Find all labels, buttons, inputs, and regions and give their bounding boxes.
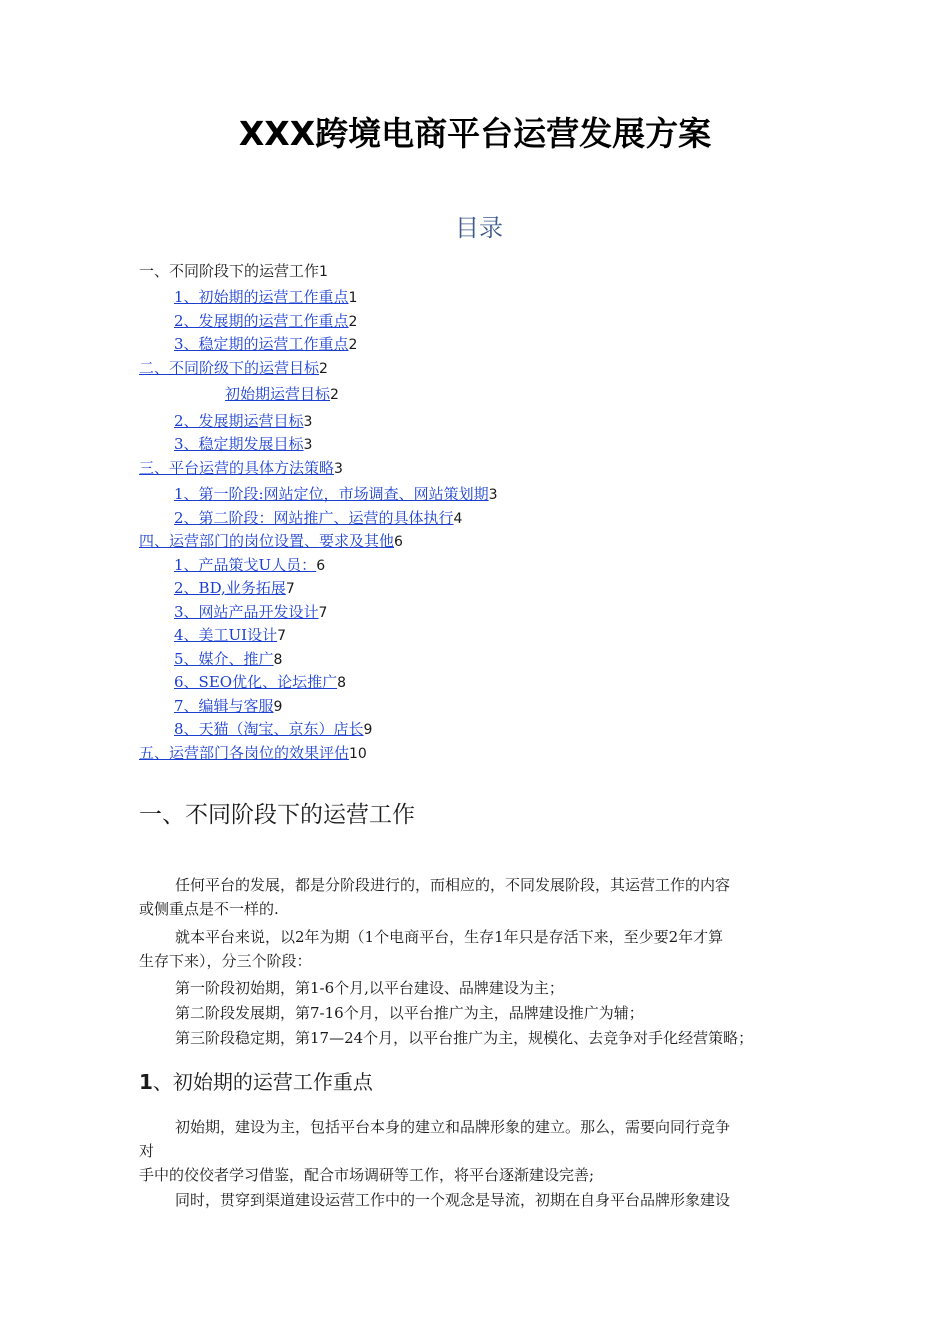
toc-entry[interactable]: 6、SEO优化、论坛推广8 xyxy=(174,673,346,691)
document-title: XXX跨境电商平台运营发展方案 xyxy=(238,114,712,153)
toc-entry[interactable]: 2、BD,业务拓展7 xyxy=(174,579,295,597)
section-heading: 一、不同阶段下的运营工作 xyxy=(139,802,415,828)
paragraph-line: 或侧重点是不一样的. xyxy=(139,900,279,918)
toc-entry[interactable]: 2、发展期运营目标3 xyxy=(174,412,313,430)
toc-entry[interactable]: 1、初始期的运营工作重点1 xyxy=(174,288,358,306)
toc-entry[interactable]: 四、运营部门的岗位设置、要求及其他6 xyxy=(139,532,403,550)
paragraph-line: 第二阶段发展期，第7-16个月，以平台推广为主，品牌建设推广为辅； xyxy=(175,1004,644,1022)
toc-entry[interactable]: 7、编辑与客服9 xyxy=(174,697,283,715)
toc-entry[interactable]: 三、平台运营的具体方法策略3 xyxy=(139,459,343,477)
toc-entry[interactable]: 5、媒介、推广8 xyxy=(174,650,283,668)
paragraph-line: 对 xyxy=(139,1142,155,1160)
toc-entry[interactable]: 3、稳定期发展目标3 xyxy=(174,435,313,453)
toc-entry[interactable]: 1、第一阶段:网站定位，市场调查、网站策划期3 xyxy=(174,485,498,503)
toc-entry[interactable]: 二、不同阶级下的运营目标2 xyxy=(139,359,328,377)
toc-entry[interactable]: 五、运营部门各岗位的效果评估10 xyxy=(139,744,367,762)
toc-entry[interactable]: 3、稳定期的运营工作重点2 xyxy=(174,335,358,353)
paragraph-line: 任何平台的发展，都是分阶段进行的，而相应的，不同发展阶段，其运营工作的内容 xyxy=(175,876,731,894)
toc-entry[interactable]: 2、发展期的运营工作重点2 xyxy=(174,312,358,330)
subsection-number: 1 xyxy=(139,1070,153,1094)
subsection-heading xyxy=(139,1066,373,1095)
paragraph-line: 手中的佼佼者学习借鉴，配合市场调研等工作，将平台逐渐建设完善; xyxy=(139,1166,595,1184)
toc-entry[interactable]: 4、美工UI设计7 xyxy=(174,626,287,644)
toc-heading: 目录 xyxy=(455,214,503,242)
toc-entry[interactable]: 2、第二阶段：网站推广、运营的具体执行4 xyxy=(174,509,463,527)
subsection-title: 、初始期的运营工作重点 xyxy=(152,1070,373,1094)
toc-entry[interactable]: 初始期运营目标2 xyxy=(225,385,339,403)
toc-entry[interactable]: 1、产品策戈U人员：6 xyxy=(174,556,326,574)
paragraph-line: 同时，贯穿到渠道建设运营工作中的一个观念是导流，初期在自身平台品牌形象建设 xyxy=(175,1191,731,1209)
toc-entry: 一、不同阶段下的运营工作1 xyxy=(139,262,328,280)
paragraph-line: 初始期，建设为主，包括平台本身的建立和品牌形象的建立。那么，需要向同行竞争 xyxy=(175,1118,731,1136)
paragraph-line: 第三阶段稳定期，第17—24个月，以平台推广为主，规模化、去竞争对手化经营策略； xyxy=(175,1029,754,1047)
paragraph-line: 生存下来），分三个阶段： xyxy=(139,952,312,970)
paragraph-line: 就本平台来说，以2年为期（1个电商平台，生存1年只是存活下来，至少要2年才算 xyxy=(175,928,724,946)
toc-entry[interactable]: 3、网站产品开发设计7 xyxy=(174,603,328,621)
paragraph-line: 第一阶段初始期，第1-6个月,以平台建设、品牌建设为主； xyxy=(175,979,564,997)
toc-entry[interactable]: 8、天猫（淘宝、京东）店长9 xyxy=(174,720,373,738)
